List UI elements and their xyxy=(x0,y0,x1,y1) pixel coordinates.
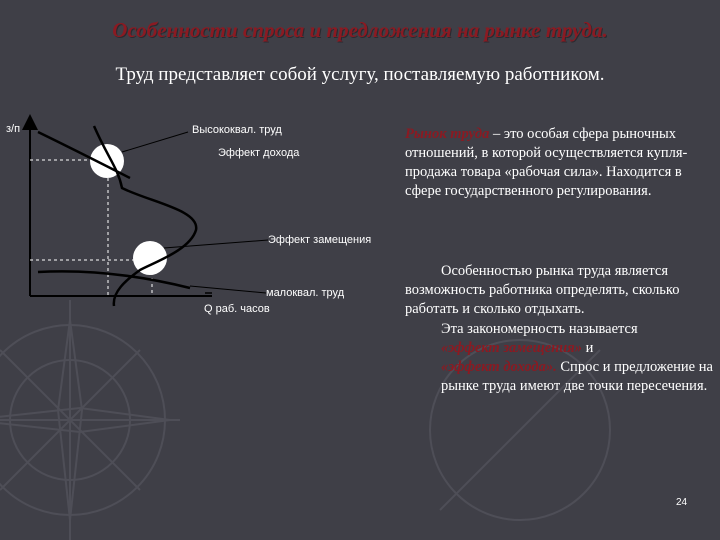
labor-market-term: Рынок труда xyxy=(405,126,490,142)
substitution-effect-term: «эффект замещения» xyxy=(441,339,582,356)
page-number: 24 xyxy=(676,497,688,508)
demand-curve-low-skill xyxy=(38,271,190,288)
leader-substitution xyxy=(164,240,268,248)
label-substitution-effect: Эффект замещения xyxy=(268,234,372,246)
supply-demand-note: Спрос и предложение на рынке труда имеют две точки пересечения. xyxy=(441,359,713,395)
income-effect-term: «эффект дохода». xyxy=(441,359,557,376)
label-low-skill: малоквал. труд xyxy=(266,287,345,299)
label-income-effect: Эффект дохода xyxy=(218,147,300,159)
connector-word: и xyxy=(581,339,594,356)
labor-market-definition-text: – это особая сфера рыночных отношений, в которой осуществляется купля-продажа товара «рабочая сила». Находится в сфере государственного регулирования. xyxy=(405,126,688,199)
labor-supply-diagram xyxy=(0,110,400,320)
y-axis-label: з/п xyxy=(6,123,21,135)
slide-subtitle: Труд представляет собой услугу, поставляемую работником. xyxy=(115,64,605,85)
slide-title: Особенности спроса и предложения на рынке труда. xyxy=(112,18,608,42)
label-high-skill: Высококвал. труд xyxy=(192,124,282,136)
leader-low-skill xyxy=(190,286,266,293)
labor-market-feature xyxy=(405,262,717,396)
income-effect-line xyxy=(405,358,717,396)
pattern-terms xyxy=(405,339,717,358)
leader-high-skill xyxy=(122,132,188,152)
pattern-intro: Эта закономерность называется xyxy=(441,320,638,337)
labor-market-definition xyxy=(405,125,705,201)
x-axis-label: Q раб. часов xyxy=(204,303,270,315)
feature-text: Особенностью рынка труда является возможность работника определять, сколько работать и сколько отдыхать. xyxy=(405,263,680,318)
